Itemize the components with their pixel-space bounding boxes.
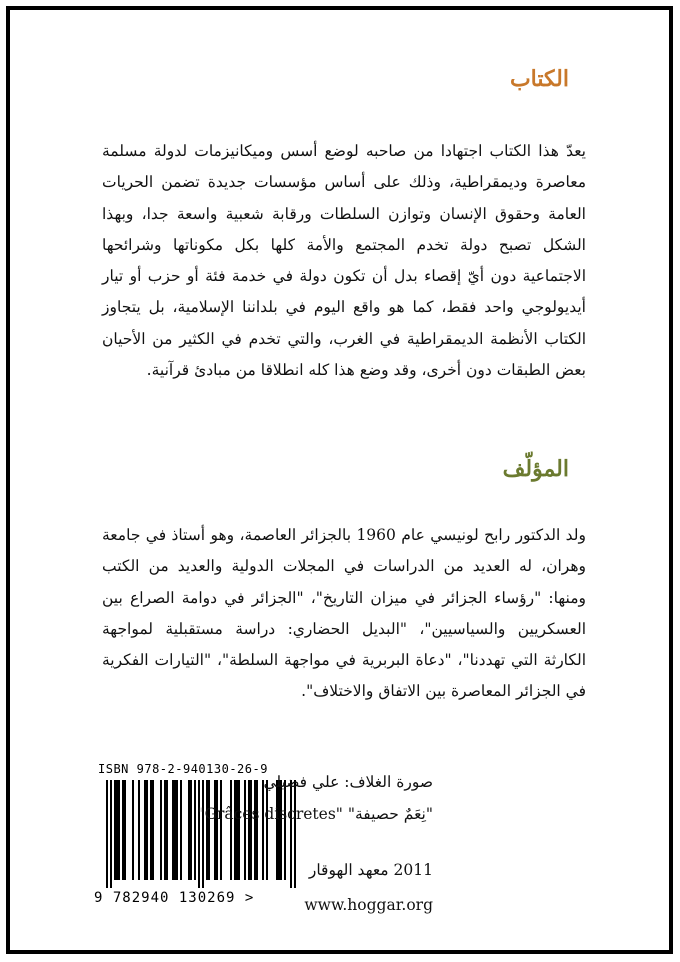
barcode-bar (180, 780, 182, 880)
barcode-bar (206, 780, 208, 880)
barcode-bar (248, 780, 250, 880)
painting-title: "نِعَمٌ حصيفة" "Grâces discretes" (197, 805, 433, 823)
barcode-bar (280, 780, 282, 880)
barcode-bar (114, 780, 116, 880)
barcode-bar (124, 780, 126, 880)
barcode-bar (214, 780, 216, 880)
barcode-image (98, 780, 298, 888)
barcode-bar (116, 780, 118, 880)
barcode-bar (110, 780, 112, 888)
barcode-bar (256, 780, 258, 880)
barcode-bar (144, 780, 146, 880)
barcode-bar (276, 780, 278, 880)
barcode-bar (234, 780, 236, 880)
barcode-bar (208, 780, 210, 880)
barcode-bar (194, 780, 196, 880)
barcode-bar (236, 780, 238, 880)
barcode-bar (172, 780, 174, 880)
barcode-bar (138, 780, 140, 880)
barcode-bar (250, 780, 252, 880)
barcode-bar (220, 780, 222, 880)
barcode-bar (164, 780, 166, 880)
barcode-bar (106, 780, 108, 888)
barcode-bar (278, 780, 280, 880)
back-cover-page (6, 6, 673, 954)
barcode-bar (160, 780, 162, 880)
barcode-bar (152, 780, 154, 880)
barcode-bar (284, 780, 286, 880)
barcode-bar (244, 780, 246, 880)
barcode-bar (230, 780, 232, 880)
barcode-bar (146, 780, 148, 880)
website-link[interactable]: www.hoggar.org (304, 896, 433, 914)
publisher-line: 2011 معهد الهوقار (308, 861, 433, 879)
barcode-bar (176, 780, 178, 880)
barcode-bar (198, 780, 200, 888)
barcode-bar (238, 780, 240, 880)
barcode-bar (174, 780, 176, 880)
barcode-bar (290, 780, 292, 888)
barcode-bar (216, 780, 218, 880)
author-section-title: المؤلّف (502, 456, 569, 482)
barcode-bar (150, 780, 152, 880)
barcode-bar (188, 780, 190, 880)
barcode-bar (118, 780, 120, 880)
barcode-bar (122, 780, 124, 880)
barcode-bar (254, 780, 256, 880)
book-section-title: الكتاب (509, 66, 569, 92)
barcode-bar (266, 780, 268, 880)
cover-credit: صورة الغلاف: علي فضيلي (263, 773, 433, 791)
barcode-bar (262, 780, 264, 880)
isbn-label: ISBN 978-2-940130-26-9 (98, 762, 268, 776)
author-bio-paragraph: ولد الدكتور رابح لونيسي عام 1960 بالجزائر العاصمة، وهو أستاذ في جامعة وهران، له العديد من الدراسات في المجلات الدولية والعديد من الكتب ومنها: "رؤساء الجزائر في ميزان التاريخ"، "الجزائر في دوامة الصراع بين العسكريين والسياسيين"، "البديل الحضاري: دراسة مستقبلية لمواجهة الكارثة التي تهددنا"، "دعاة البربرية في مواجهة السلطة"، "التيارات الفكرية في الجزائر المعاصرة بين الاتفاق والاختلاف". (102, 526, 587, 701)
barcode-bar (202, 780, 204, 888)
barcode-bar (190, 780, 192, 880)
barcode-bar (166, 780, 168, 880)
book-description-paragraph: يعدّ هذا الكتاب اجتهادا من صاحبه لوضع أسس وميكانيزمات لدولة مسلمة معاصرة وديمقراطية، وذلك على أساس مؤسسات جديدة تضمن الحريات العامة وحقوق الإنسان وتوازن السلطات ورقابة شعبية واسعة جدا، وبهذا الشكل تصبح دولة تخدم المجتمع والأمة كلها بكل مكوناتها وشرائحها الاجتماعية دون أيّ إقصاء بدل أن تكون دولة في خدمة فئة أو حزب أو تيار أيديولوجي واحد فقط، كما هو واقع اليوم في بلداننا الإسلامية، بل يتجاوز الكتاب الأنظمة الديمقراطية في الغرب، والتي تخدم في الكثير من الأحيان بعض الطبقات دون أخرى، وقد وضع هذا كله انطلاقا من مبادئ قرآنية. (102, 142, 586, 380)
barcode-bar (294, 780, 296, 888)
barcode-bar (132, 780, 134, 880)
barcode-digits: 9 782940 130269 > (94, 890, 255, 906)
